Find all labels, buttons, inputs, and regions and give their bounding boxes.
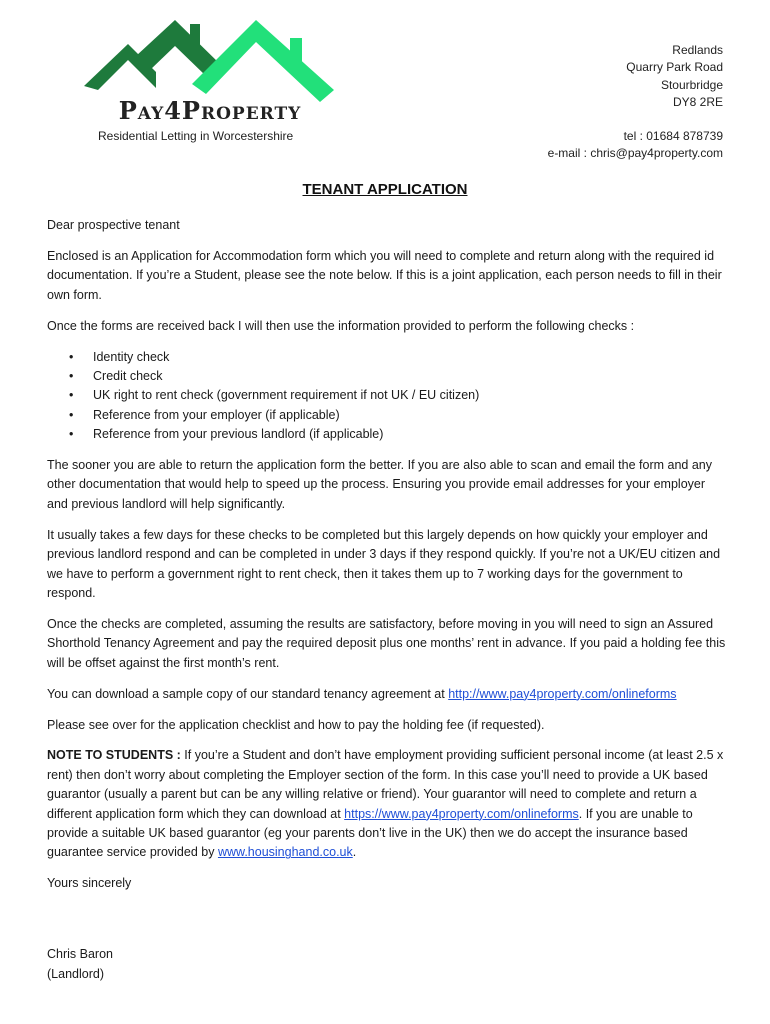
address-line: DY8 2RE: [672, 94, 723, 109]
company-logo: [80, 18, 340, 130]
signature-space: [47, 905, 727, 945]
address-line: Quarry Park Road: [626, 60, 723, 75]
download-paragraph: You can download a sample copy of our standard tenancy agreement at http://www.pay4property.com/onlineforms: [47, 686, 677, 701]
dark-chimney: [190, 24, 200, 50]
students-note: NOTE TO STUDENTS : If you’re a Student and don’t have employment providing sufficient personal income (at least 2.5 x rent) then don’t worry about completing the Employer section of the form. In this case you’ll need to provide a UK based guarantor (usually a parent but can be any willing relative or friend). Your guarantor will need to complete and return a different application form which they can download at https://www.pay4property.com/onlineforms. If you are unable to provide a suitable UK based guarantor (eg your parents don’t live in the UK) then we do accept the insurance based guarantee service provided by www.housinghand.co.uk.: [47, 748, 724, 860]
completion-paragraph: Once the checks are completed, assuming the results are satisfactory, before moving in you will need to sign an Assured Shorthold Tenancy Agreement and pay the required deposit plus one months’ rent in advance. If you paid a holding fee this will be offset against the first month’s rent.: [47, 616, 726, 670]
telephone: tel : 01684 878739: [623, 129, 723, 143]
dark-roof-right: [136, 20, 220, 76]
bullet-icon: •: [69, 368, 74, 383]
email-address: e-mail : chris@pay4property.com: [547, 146, 723, 160]
list-item: • Credit check: [47, 367, 727, 386]
students-label: NOTE TO STUDENTS :: [47, 748, 181, 763]
house-roofs-icon: [80, 18, 340, 108]
closing: Yours sincerely: [47, 876, 132, 891]
bullet-icon: •: [69, 349, 74, 364]
bullet-icon: •: [69, 407, 74, 422]
checklist-note: Please see over for the application checklist and how to pay the holding fee (if requested).: [47, 717, 545, 732]
list-item: • Identity check: [47, 348, 727, 367]
intro-paragraph: Enclosed is an Application for Accommodation form which you will need to complete and return along with the required id documentation. If you’re a Student, please see the note below. If this is a joint application, each person needs to fill in their own form.: [47, 248, 722, 302]
checks-intro: Once the forms are received back I will then use the information provided to perform the following checks :: [47, 318, 635, 333]
onlineforms-link[interactable]: http://www.pay4property.com/onlineforms: [448, 686, 677, 701]
bullet-icon: •: [69, 427, 74, 442]
timing-paragraph: It usually takes a few days for these checks to be completed but this largely depends on how quickly your employer and previous landlord respond and can be completed in under 3 days if they respond quickly. If you’re not a UK/EU citizen and we have to perform a government right to rent check, then it takes them up to 7 working days for the government to respond.: [47, 527, 721, 600]
bullet-icon: •: [69, 388, 74, 403]
brand-name: Pay4Property: [118, 96, 302, 125]
contact-block: [548, 128, 723, 162]
document-title: TENANT APPLICATION: [302, 181, 468, 198]
address-line: Redlands: [672, 43, 723, 57]
housinghand-link[interactable]: www.housinghand.co.uk: [217, 845, 353, 860]
address-block: [626, 42, 723, 111]
guarantor-form-link[interactable]: https://www.pay4property.com/onlineforms: [344, 806, 579, 821]
list-item: • Reference from your employer (if applicable): [47, 406, 727, 425]
address-line: Stourbridge: [660, 77, 723, 92]
signatory-role: (Landlord): [47, 966, 104, 981]
signatory-name: Chris Baron: [47, 947, 113, 962]
greeting: Dear prospective tenant: [47, 218, 180, 232]
list-item: • UK right to rent check (government requirement if not UK / EU citizen): [47, 386, 727, 405]
list-item: • Reference from your previous landlord (if applicable): [47, 425, 727, 444]
sooner-paragraph: The sooner you are able to return the application form the better. If you are also able to scan and email the form and any other documentation that would help to speed up the process. Ensuring you provide email addresses for your employer and previous landlord will help significantly.: [47, 458, 712, 511]
checks-list: [47, 348, 727, 445]
tagline: Residential Letting in Worcestershire: [98, 129, 294, 143]
letter-body: [47, 216, 727, 984]
light-chimney: [290, 38, 302, 66]
